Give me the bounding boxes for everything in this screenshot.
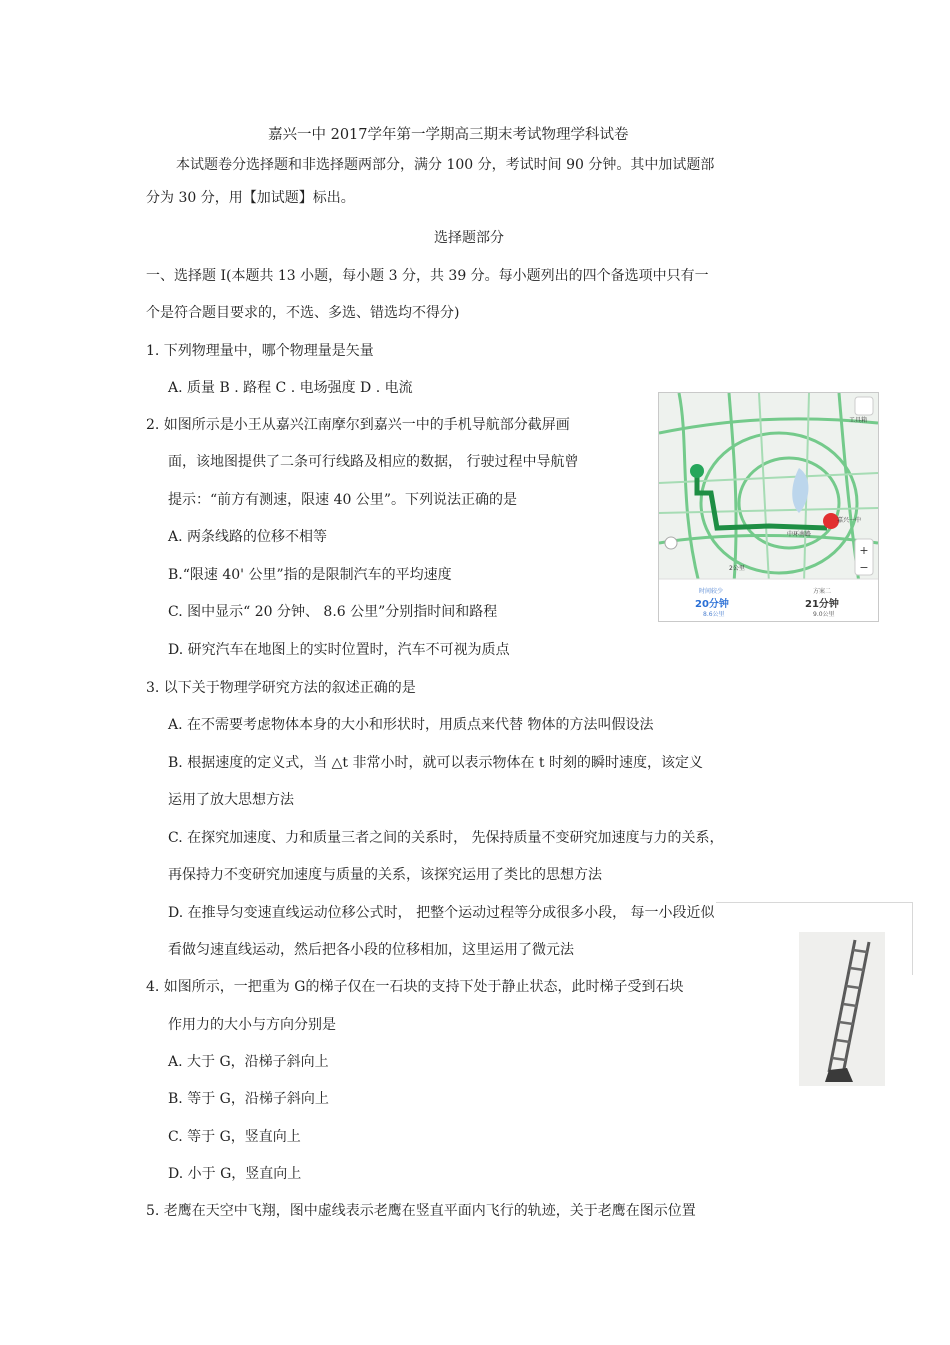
route-one-tag: 时间较少 [699, 588, 724, 595]
question-stem: 4. 如图所示，一把重为 G的梯子仅在一石块的支持下处于静止状态，此时梯子受到石块 [146, 979, 684, 995]
question-stem: 3. 以下关于物理学研究方法的叙述正确的是 [146, 680, 416, 696]
question-stem: 作用力的大小与方向分别是 [168, 1017, 336, 1033]
route-two-tag: 方案二 [813, 588, 832, 595]
option-c: C. 等于 G，竖直向上 [168, 1129, 301, 1145]
toolbox-label: 工具箱 [849, 417, 868, 424]
intro-text: 本试题卷分选择题和非选择题两部分，满分 100 分，考试时间 90 分钟。其中加试题部 [176, 157, 715, 173]
option-c-continued: 再保持力不变研究加速度与质量的关系，该探究运用了类比的思想方法 [168, 867, 602, 883]
section-heading: 选择题部分 [434, 230, 504, 246]
option-d: D. 小于 G，竖直向上 [168, 1166, 302, 1182]
option-a: A. 大于 G，沿梯子斜向上 [168, 1054, 329, 1070]
ladder-drawing [799, 932, 885, 1086]
destination-label: 嘉兴一中 [837, 517, 862, 524]
option-b-continued: 运用了放大思想方法 [168, 792, 294, 808]
map-drawing [659, 393, 878, 621]
page-title: 嘉兴一中 2017学年第一学期高三期末考试物理学科试卷 [268, 127, 629, 143]
ladder-figure [799, 932, 885, 1086]
option-c: C. 在探究加速度、力和质量三者之间的关系时， 先保持质量不变研究加速度与力的关系， [168, 830, 724, 846]
question-stem: 面，该地图提供了二条可行线路及相应的数据， 行驶过程中导航曾 [168, 454, 579, 470]
route-two-distance: 9.0公里 [813, 611, 835, 618]
svg-text:−: − [859, 561, 869, 574]
option-d: D. 研究汽车在地图上的实时位置时，汽车不可视为质点 [168, 642, 510, 658]
question-stem: 2. 如图所示是小王从嘉兴江南摩尔到嘉兴一中的手机导航部分截屏画 [146, 417, 570, 433]
svg-text:+: + [859, 544, 869, 557]
question-stem: 1. 下列物理量中，哪个物理量是矢量 [146, 343, 374, 359]
part-instruction: 个是符合题目要求的，不选、多选、错选均不得分) [146, 305, 460, 321]
option-a: A. 在不需要考虑物体本身的大小和形状时，用质点来代替 物体的方法叫假设法 [168, 717, 654, 733]
question-options: A. 质量 B . 路程 C . 电场强度 D . 电流 [168, 380, 413, 396]
route-two-time: 21分钟 [805, 599, 839, 610]
part-instruction: 一、选择题 I(本题共 13 小题，每小题 3 分，共 39 分。每小题列出的四个备选项中只有一 [146, 268, 709, 284]
question-stem: 5. 老鹰在天空中飞翔，图中虚线表示老鹰在竖直平面内飞行的轨迹，关于老鹰在图示位置 [146, 1203, 696, 1219]
option-c: C. 图中显示“ 20 分钟、 8.6 公里”分别指时间和路程 [168, 604, 498, 620]
road-label: 中环南路 [787, 531, 812, 538]
option-b: B.“限速 40' 公里”指的是限制汽车的平均速度 [168, 567, 452, 583]
scale-label: 2公里 [729, 565, 745, 572]
navigation-map-figure [658, 392, 879, 622]
question-stem: 提示：“前方有测速，限速 40 公里”。下列说法正确的是 [168, 492, 518, 508]
option-a: A. 两条线路的位移不相等 [168, 529, 328, 545]
route-one-time: 20分钟 [695, 599, 729, 610]
option-b: B. 等于 G，沿梯子斜向上 [168, 1091, 329, 1107]
intro-text: 分为 30 分，用【加试题】标出。 [146, 190, 355, 206]
option-d: D. 在推导匀变速直线运动位移公式时， 把整个运动过程等分成很多小段， 每一小段近似 [168, 905, 715, 921]
route-one-distance: 8.6公里 [703, 611, 725, 618]
option-d-continued: 看做匀速直线运动，然后把各小段的位移相加，这里运用了微元法 [168, 942, 574, 958]
option-b: B. 根据速度的定义式，当 △t 非常小时，就可以表示物体在 t 时刻的瞬时速度，该定义 [168, 755, 704, 771]
